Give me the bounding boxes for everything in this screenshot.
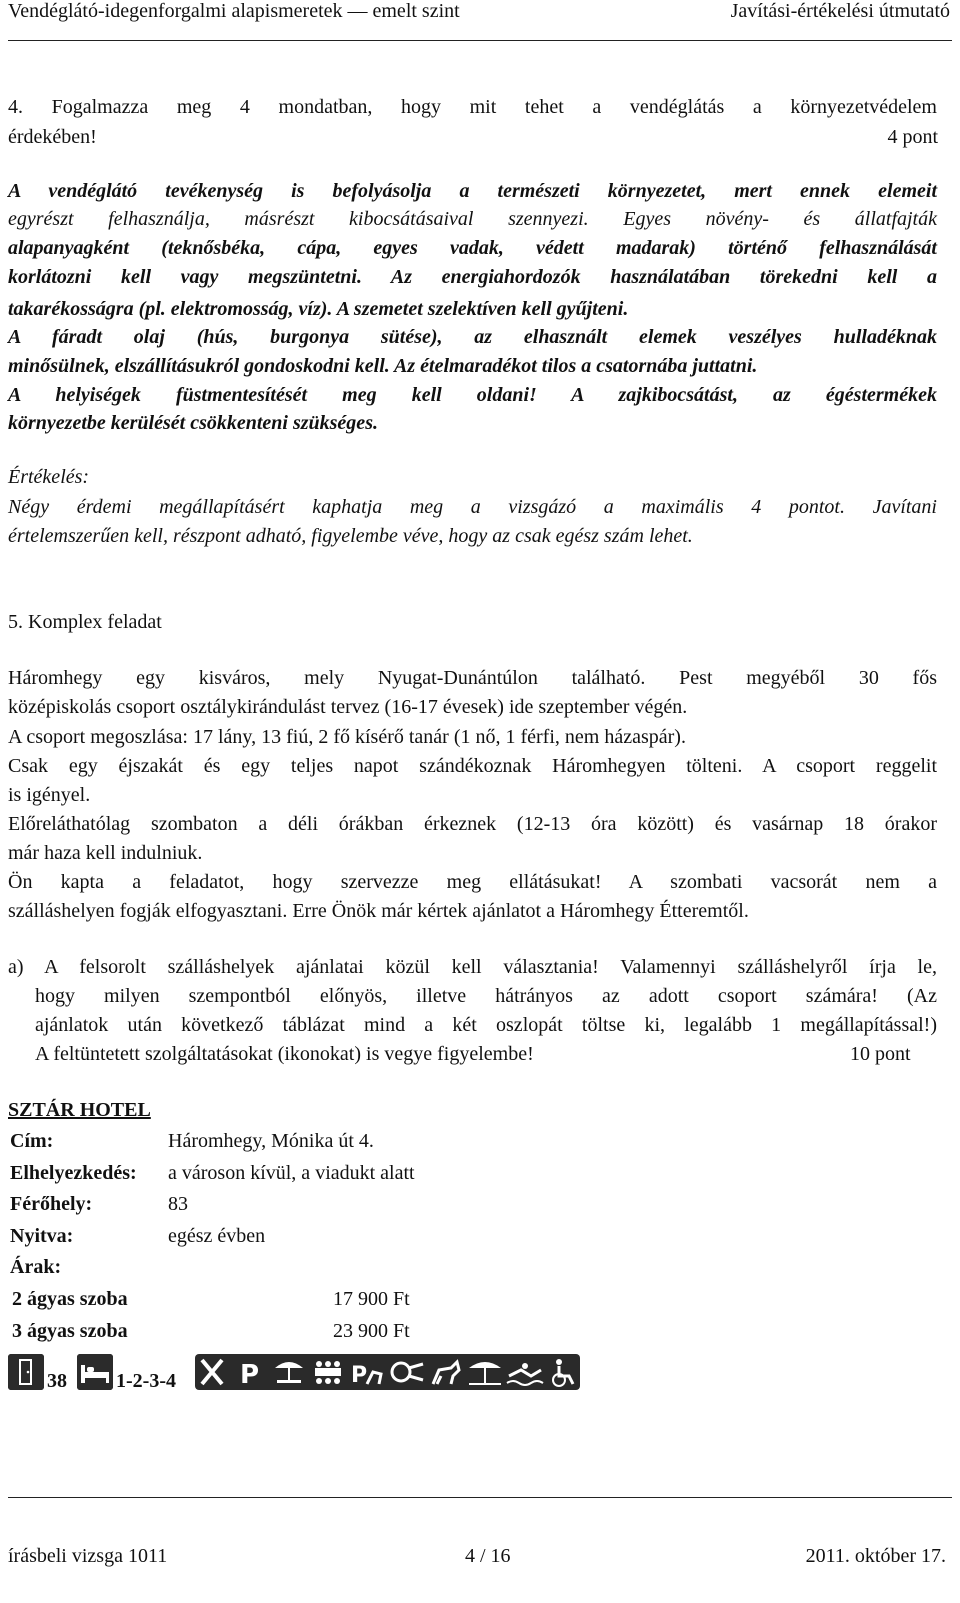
task5-line: Előreláthatólag szombaton a déli órákban érkeznek (12-13 óra között) és vasárnap 18 órakor <box>8 813 937 835</box>
subtask-a-points: 10 pont <box>850 1043 911 1065</box>
subtask-a-line: A feltüntetett szolgáltatásokat (ikonokat) is vegye figyelembe! <box>35 1043 534 1065</box>
riding-icon <box>433 1362 459 1384</box>
task4-answer-line: takarékosságra (pl. elektromosság, víz). A szemetet szelektíven kell gyűjteni. <box>8 298 629 320</box>
restaurant-icon <box>202 1360 222 1384</box>
hotel-prices-label: Árak: <box>10 1256 62 1278</box>
svg-text:P: P <box>240 1360 260 1390</box>
hotel-location-value: a városon kívül, a viadukt alatt <box>168 1162 415 1184</box>
room3-label: 3 ágyas szoba <box>12 1320 128 1342</box>
bed-icon <box>77 1354 113 1390</box>
svg-text:P: P <box>351 1363 368 1388</box>
footer-rule <box>8 1497 952 1498</box>
hotel-capacity-value: 83 <box>168 1193 188 1215</box>
task5-line: szálláshelyen fogják elfogyasztani. Erre Önök már kértek ajánlatot a Háromhegy Étteremtől. <box>8 900 749 922</box>
room3-price: 23 900 Ft <box>333 1320 410 1342</box>
hotel-capacity-label: Férőhely: <box>10 1193 93 1215</box>
footer-date: 2011. október 17. <box>805 1545 946 1567</box>
hotel-open-label: Nyitva: <box>10 1225 74 1247</box>
conference-icon <box>315 1361 341 1384</box>
subtask-a-line: a) A felsorolt szálláshelyek ajánlatai közül kell választania! Valamennyi szálláshelyről írja le, <box>8 956 937 978</box>
task5-line: Ön kapta a feladatot, hogy szervezze meg ellátásukat! A szombati vacsorát nem a <box>8 871 937 893</box>
evaluation-line2: értelemszerűen kell, részpont adható, figyelembe véve, hogy az csak egész szám lehet. <box>8 525 693 547</box>
beach-icon <box>469 1362 501 1385</box>
horse-riding-icon <box>351 1363 381 1388</box>
task5-line: Csak egy éjszakát és egy teljes napot szándékoznak Háromhegyen tölteni. A csoport reggelit <box>8 755 937 777</box>
door-icon <box>8 1354 44 1390</box>
task4-answer-line: korlátozni kell vagy megszüntetni. Az energiahordozók használatában törekedni kell a <box>8 266 937 288</box>
wellness-icon <box>392 1363 423 1381</box>
room2-price: 17 900 Ft <box>333 1288 410 1310</box>
task4-answer-line: alapanyagként (teknősbéka, cápa, egyes vadak, védett madarak) történő felhasználását <box>8 237 937 259</box>
task5-line: Háromhegy egy kisváros, mely Nyugat-Dunántúlon található. Pest megyéből 30 fős <box>8 667 937 689</box>
task4-question-line2: érdekében! <box>8 126 97 148</box>
task4-answer-line <box>8 208 937 230</box>
task4-points: 4 pont <box>887 126 938 148</box>
footer-page-number: 4 / 16 <box>465 1545 511 1567</box>
header-rule <box>8 40 952 41</box>
rooms-count: 38 <box>47 1370 67 1392</box>
task5-line: már haza kell indulniuk. <box>8 842 203 864</box>
task5-title: 5. Komplex feladat <box>8 611 162 633</box>
terrace-icon <box>275 1362 303 1383</box>
task5-line: A csoport megoszlása: 17 lány, 13 fiú, 2 fő kísérő tanár (1 nő, 1 férfi, nem házaspár). <box>8 726 686 748</box>
beds-text: 1-2-3-4 <box>116 1370 176 1392</box>
hotel-name: SZTÁR HOTEL <box>8 1099 151 1121</box>
hotel-address-value: Háromhegy, Mónika út 4. <box>168 1130 374 1152</box>
hotel-location-label: Elhelyezkedés: <box>10 1162 137 1184</box>
wheelchair-icon <box>553 1359 573 1386</box>
task4-answer-line: A vendéglátó tevékenység is befolyásolja a természeti környezetet, mert ennek elemeit <box>8 180 937 202</box>
evaluation-label: Értékelés: <box>8 466 90 488</box>
task4-answer-line: A helyiségek füstmentesítését meg kell oldani! A zajkibocsátást, az égéstermékek <box>8 384 937 406</box>
swimming-icon <box>507 1363 543 1385</box>
task5-line: középiskolás csoport osztálykirándulást tervez (16-17 évesek) ide szeptember végén. <box>8 696 688 718</box>
subtask-a-line: ajánlatok után következő táblázat mind a két oszlopát töltse ki, legalább 1 megállapítással!) <box>35 1014 937 1036</box>
parking-icon <box>240 1360 259 1390</box>
task4-answer-line: A fáradt olaj (hús, burgonya sütése), az elhasznált elemek veszélyes hulladéknak <box>8 326 937 348</box>
footer-left: írásbeli vizsga 1011 <box>8 1545 168 1567</box>
header-right: Javítási-értékelési útmutató <box>730 0 950 22</box>
hotel-address-label: Cím: <box>10 1130 54 1152</box>
task4-answer-line: minősülnek, elszállításukról gondoskodni kell. Az ételmaradékot tilos a csatornába juttatni. <box>8 355 758 377</box>
services-icon-bar <box>195 1354 580 1390</box>
evaluation-line1: Négy érdemi megállapításért kaphatja meg a vizsgázó a maximális 4 pontot. Javítani <box>8 496 937 518</box>
header-left: Vendéglátó-idegenforgalmi alapismeretek — emelt szint <box>8 0 460 22</box>
task4-question-line1: 4. Fogalmazza meg 4 mondatban, hogy mit tehet a vendéglátás a környezetvédelem <box>8 96 937 118</box>
room2-label: 2 ágyas szoba <box>12 1288 128 1310</box>
hotel-open-value: egész évben <box>168 1225 266 1247</box>
task5-line: is igényel. <box>8 784 91 806</box>
subtask-a-line: hogy milyen szempontból előnyös, illetve hátrányos az adott csoport számára! (Az <box>35 985 937 1007</box>
task4-answer-line: környezetbe kerülését csökkenteni szükséges. <box>8 412 378 434</box>
task4-answer-text: egyrészt felhasználja, másrészt kibocsátásaival szennyezi. Egyes növény- és állatfajták <box>8 208 937 230</box>
